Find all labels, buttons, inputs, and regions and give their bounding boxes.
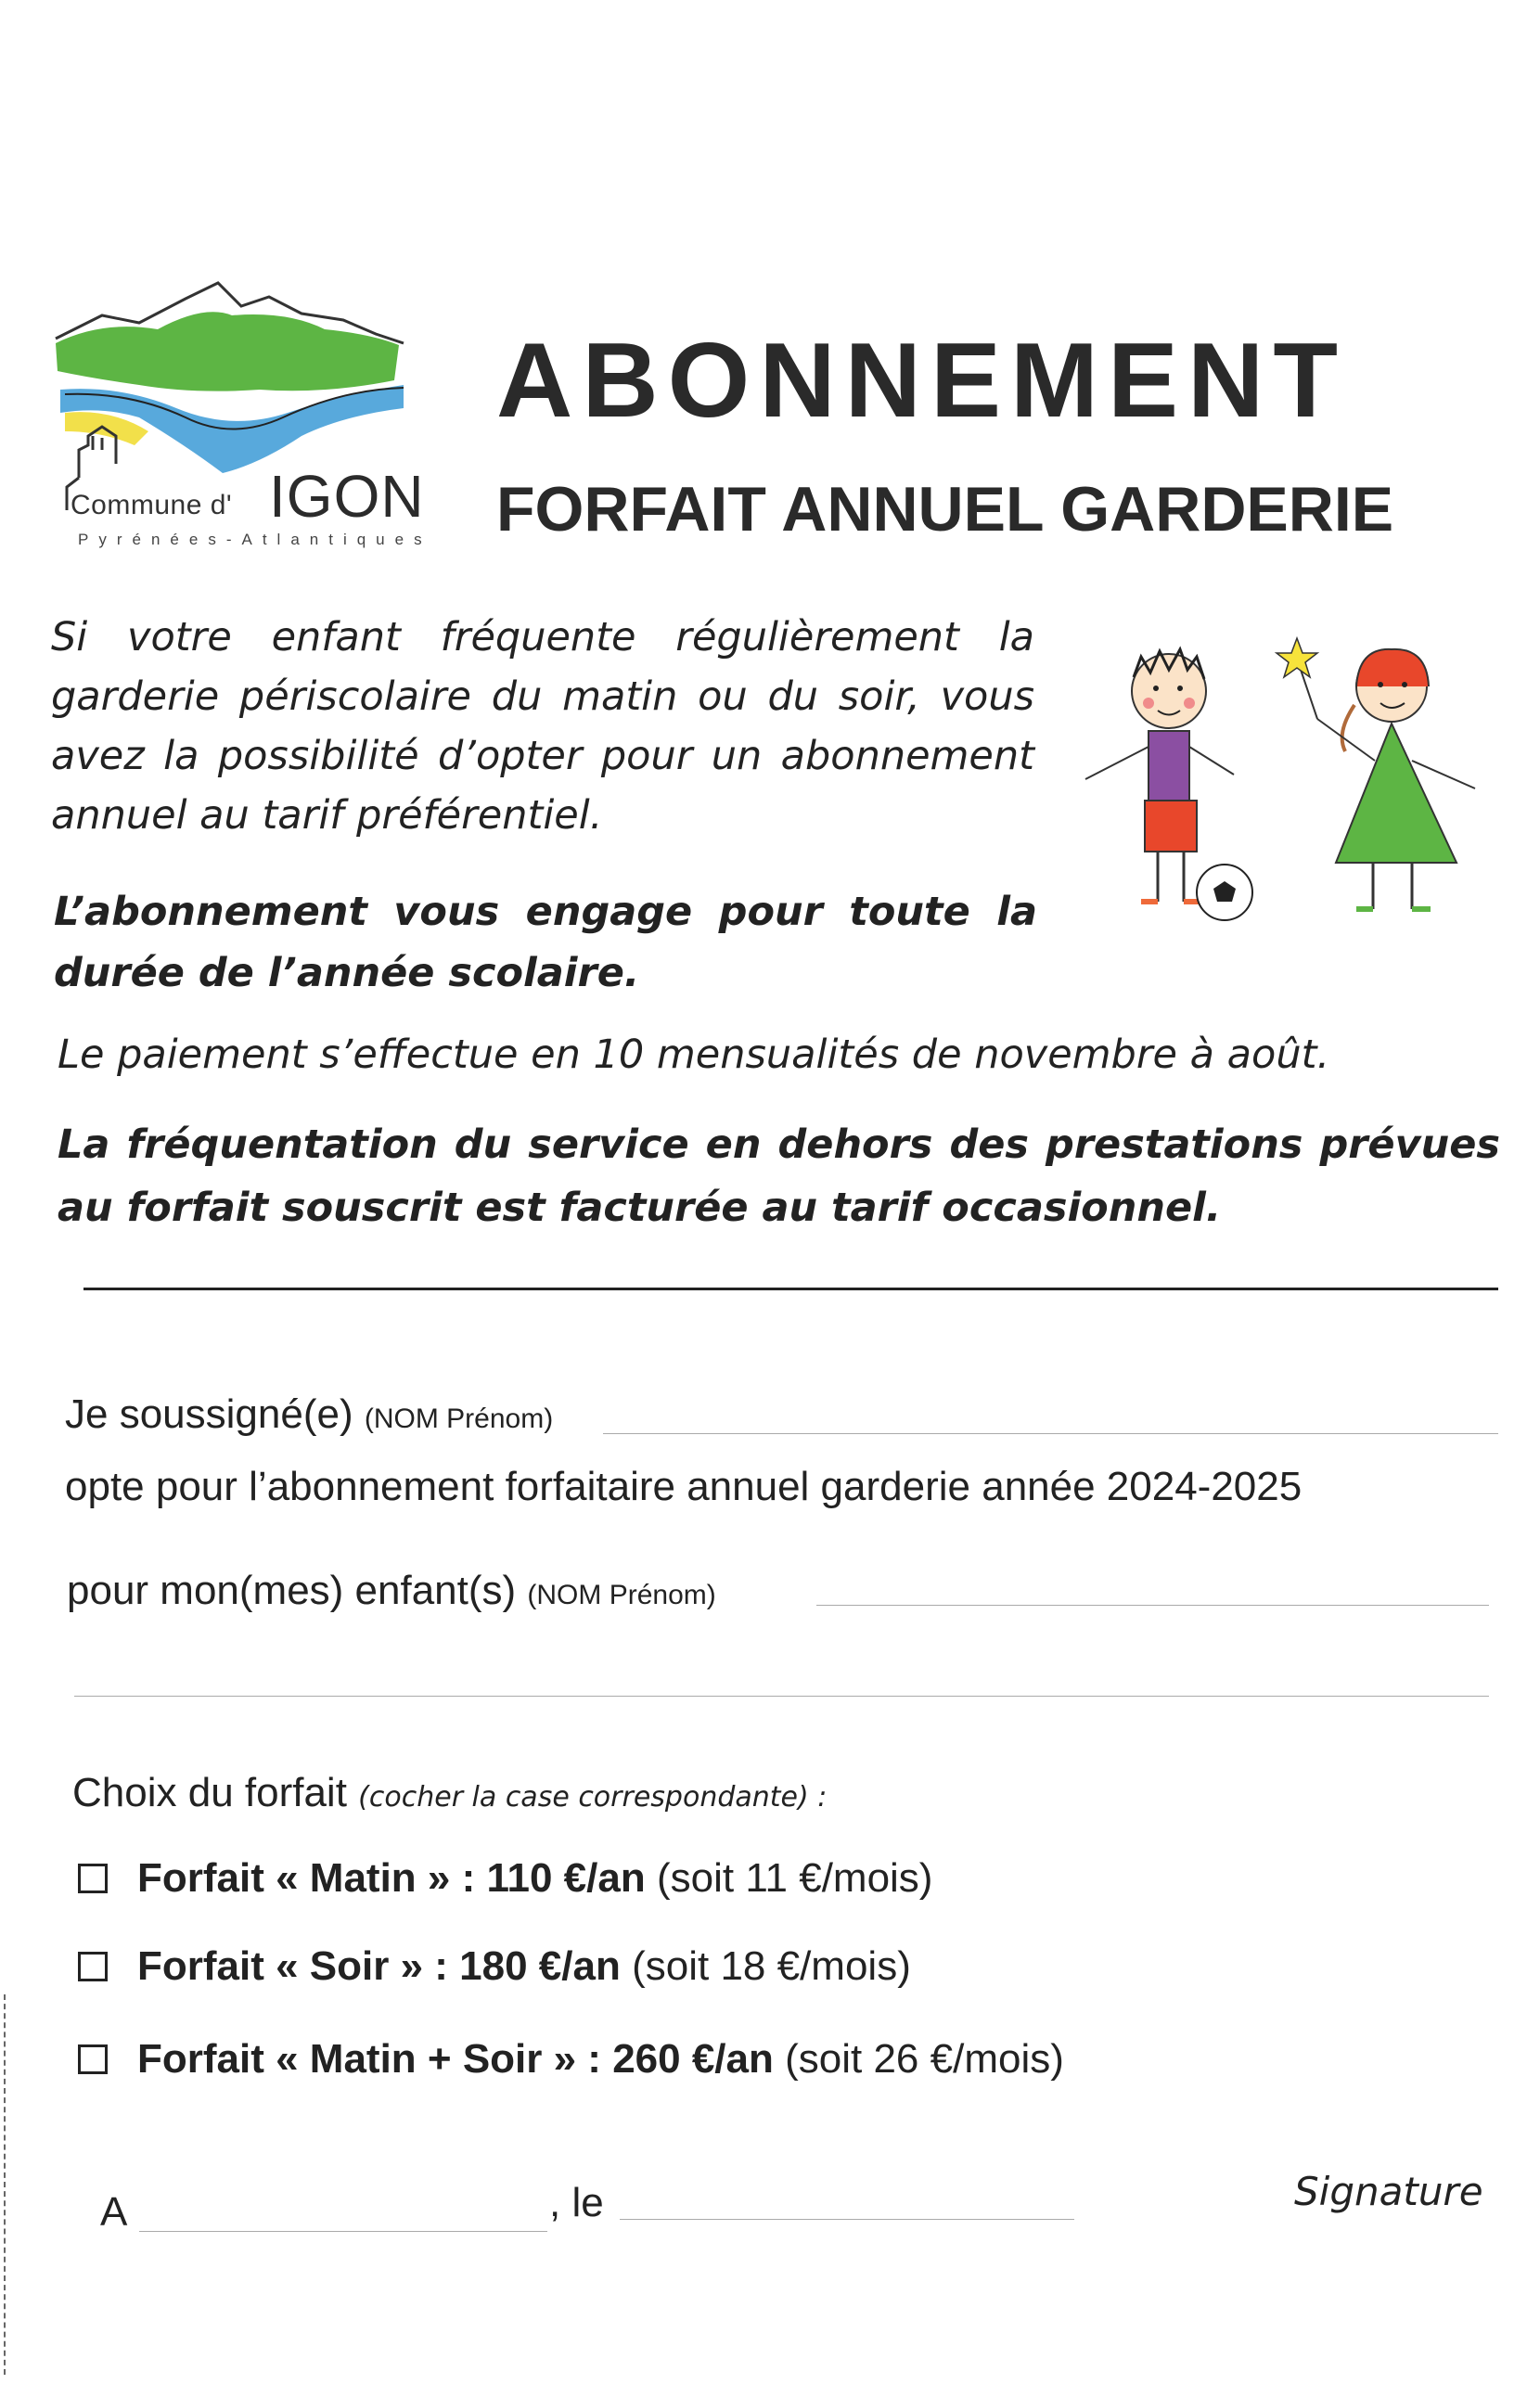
nom-prenom-hint: (NOM Prénom) (364, 1403, 554, 1434)
choix-line (72, 1770, 827, 1816)
forfait-matin-detail: (soit 11 €/mois) (656, 1855, 933, 1901)
forfait-option-matin-soir[interactable] (78, 2036, 1064, 2083)
soussigne-field[interactable] (603, 1433, 1498, 1434)
page-subtitle: FORFAIT ANNUEL GARDERIE (496, 474, 1394, 545)
payment-paragraph: Le paiement s’effectue en 10 mensualités de novembre à août. (58, 1032, 1330, 1078)
soussigne-label: Je soussigné(e) (65, 1391, 353, 1437)
cut-line (4, 1994, 6, 2375)
mountain-green (56, 312, 399, 391)
section-divider (83, 1288, 1498, 1290)
soccer-ball-icon (1197, 865, 1252, 920)
forfait-matin-soir-detail: (soit 26 €/mois) (785, 2036, 1064, 2082)
lieu-field[interactable] (139, 2231, 547, 2232)
forfait-matin-soir-label: Forfait « Matin + Soir » : 260 €/an (137, 2036, 774, 2082)
enfants-field[interactable] (816, 1605, 1489, 1606)
attendance-paragraph: La fréquentation du service en dehors des prestations prévues au forfait souscrit est facturée au tarif occasionnel. (58, 1122, 1500, 1231)
choix-label: Choix du forfait (72, 1770, 347, 1815)
children-illustration (1067, 631, 1494, 946)
engagement-paragraph: L’abonnement vous engage pour toute la durée de l’année scolaire. (54, 889, 1037, 996)
girl-figure (1277, 638, 1475, 909)
checkbox-matin[interactable] (78, 1864, 108, 1893)
date-field[interactable] (620, 2219, 1074, 2220)
boy-figure (1085, 649, 1234, 902)
forfait-soir-detail: (soit 18 €/mois) (632, 1943, 911, 1989)
enfants-line (67, 1568, 716, 1614)
forfait-option-matin[interactable] (78, 1855, 932, 1902)
enfants-nom-hint: (NOM Prénom) (527, 1580, 716, 1610)
logo-region-text: Pyrénées-Atlantiques (78, 531, 432, 548)
choix-hint: (cocher la case correspondante) : (358, 1781, 828, 1814)
signature-label: Signature (1294, 2169, 1483, 2214)
enfants-label: pour mon(mes) enfant(s) (67, 1568, 517, 1613)
intro-paragraph: Si votre enfant fréquente régulièrement la garderie périscolaire du matin ou du soir, vous avez la possibilité d’opter pour un abonnement annuel au tarif préférentiel. (51, 614, 1034, 839)
soussigne-line (65, 1391, 553, 1438)
logo-commune-text: Commune d' (71, 490, 233, 520)
forfait-soir-label: Forfait « Soir » : 180 €/an (137, 1943, 621, 1989)
forfait-matin-label: Forfait « Matin » : 110 €/an (137, 1855, 646, 1901)
forfait-option-soir[interactable] (78, 1943, 911, 1990)
logo-igon-text: IGON (269, 463, 425, 530)
page-title: ABONNEMENT (496, 322, 1347, 440)
enfants-field-extra[interactable] (74, 1696, 1489, 1697)
lieu-label: A (100, 2189, 128, 2235)
date-label: , le (549, 2180, 604, 2225)
checkbox-soir[interactable] (78, 1952, 108, 1981)
opte-text: opte pour l’abonnement forfaitaire annuel garderie année 2024-2025 (65, 1464, 1303, 1509)
checkbox-matin-soir[interactable] (78, 2044, 108, 2074)
